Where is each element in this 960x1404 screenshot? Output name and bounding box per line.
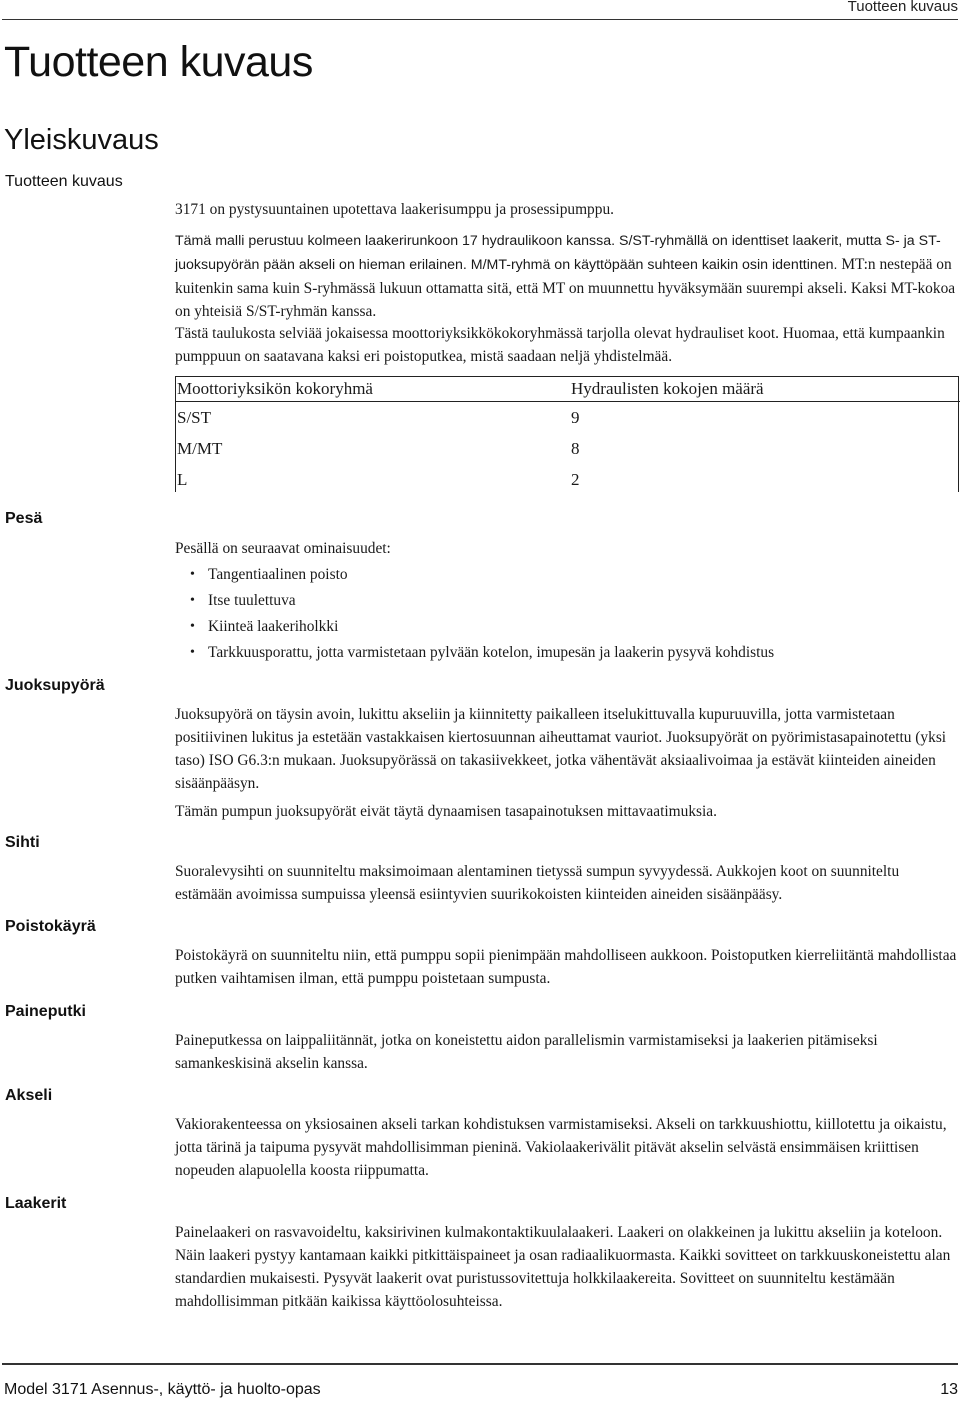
table-row [175, 402, 960, 434]
side-label-product: Tuotteen kuvaus [5, 173, 123, 190]
footer-rule [2, 1363, 958, 1365]
impeller-paragraph-1: Juoksupyörä on täysin avoin, lukittu akseliin ja kiinnitetty paikalleen itselukittuvalla kupuruuvilla, jotta varmistetaan positiivinen lukitus ja estetään vastakkaisen kiertosuunnan aiheuttamat vauriot. Juoksupyörät on pyörimistasapainotettu (yksi taso) ISO G6.3:n mukaan. Juoksupyörässä on takasiivekkeet, jotka vähentävät aksiaalivoimaa ja estävät kiinteiden aineiden sisäänpääsyn. [175, 706, 947, 792]
list-item-text: Tarkkuusporattu, jotta varmistetaan pylvään kotelon, imupesän ja laakerin pysyvä kohdistus [208, 644, 775, 661]
product-paragraph-3: Tästä taulukosta selviää jokaisessa moottoriyksikkökokoryhmässä tarjolla olevat hydrauliset koot. Huomaa, että kumpaankin pumppuun on saatavana kaksi eri poistoputkea, mistä saadaan neljä yhdistelmää. [175, 325, 945, 365]
table-row [175, 433, 960, 464]
casing-intro: Pesällä on seuraavat ominaisuudet: [175, 540, 391, 557]
side-label-discharge-pipe: Paineputki [5, 1003, 86, 1020]
bullet-icon: • [190, 645, 195, 660]
page-title: Tuotteen kuvaus [4, 38, 313, 86]
side-label-casing: Pesä [5, 510, 43, 527]
table-row [175, 464, 960, 495]
side-label-bearings: Laakerit [5, 1195, 67, 1212]
bearings-paragraph: Painelaakeri on rasvavoideltu, kaksirivinen kulmakontaktikuulalaakeri. Laakeri on olakkeinen ja lukittu akseliin ja koteloon. Näin laakeri pystyy kantamaan kaikki pitkittäispaineet ja osan radiaalikuormasta. Kaikki sovitteet on tarkkuuskoneistettu alan standardien mukaisesti. Pysyvät laakerit ovat puristussovitettuja holkkilaakereita. Sovitteet on suunniteltu kestämään mahdollisimman pitkään kaikissa käyttöolosuhteissa. [175, 1224, 951, 1310]
footer-manual-title: Model 3171 Asennus-, käyttö- ja huolto-opas [4, 1381, 321, 1398]
shaft-paragraph: Vakiorakenteessa on yksiosainen akseli tarkan kohdistuksen varmistamiseksi. Akseli on tarkkuushiottu, kiillotettu ja oikaistu, jotta tärinä ja taipuma pysyvät mahdollisimman pieninä. Vakiolaakerivälit pitävät akselin selvästä ensimmäisen kriittisen nopeuden alapuolella koosta riippumatta. [175, 1116, 947, 1179]
side-label-discharge-elbow: Poistokäyrä [5, 918, 96, 935]
size-group-table [175, 377, 960, 495]
list-item [190, 588, 774, 614]
table-cell: L [177, 470, 188, 489]
product-paragraph-1: 3171 on pystysuuntainen upotettava laakerisumppu ja prosessipumppu. [175, 201, 614, 218]
table-header-row [175, 377, 960, 402]
list-item-text: Tangentiaalinen poisto [208, 566, 348, 583]
table-cell: 9 [571, 408, 580, 427]
table-header-cell: Moottoriyksikön kokoryhmä [175, 377, 569, 402]
product-paragraph-2a: Tämä malli perustuu kolmeen laakerirunkoon 17 hydraulikoon kanssa. S/ST-ryhmällä on identtiset laakerit, mutta S- ja ST-juoksupyörän pään akseli on hieman erilainen. M/MT-ryhmä on käyttöpään suhteen kaikin osin identtinen. [175, 233, 941, 273]
table-cell: M/MT [177, 439, 223, 458]
bullet-icon: • [190, 619, 195, 634]
side-label-strainer: Sihti [5, 834, 40, 851]
table-header-cell: Hydraulisten kokojen määrä [569, 377, 960, 402]
table-cell: 8 [571, 439, 580, 458]
product-paragraph-2 [175, 229, 960, 323]
list-item-text: Kiinteä laakeriholkki [208, 618, 339, 635]
list-item-text: Itse tuulettuva [208, 592, 296, 609]
list-item [190, 640, 774, 666]
table-cell: S/ST [177, 408, 212, 427]
bullet-icon: • [190, 567, 195, 582]
bullet-icon: • [190, 593, 195, 608]
side-label-impeller: Juoksupyörä [5, 677, 105, 694]
list-item [190, 562, 774, 588]
running-header: Tuotteen kuvaus [847, 0, 958, 15]
table-cell: 2 [571, 470, 580, 489]
list-item [190, 614, 774, 640]
product-paragraph-2b: MT:n nestepää on kuitenkin sama kuin S-ryhmässä lukuun ottamatta sitä, että MT on muunnettu hyväksymään suurempi akseli. Kaksi MT-kokoa on yhteisiä S/ST-ryhmän kanssa. [175, 256, 956, 320]
section-title: Yleiskuvaus [4, 124, 159, 156]
header-rule [2, 19, 958, 20]
casing-feature-list [190, 562, 774, 666]
strainer-paragraph: Suoralevysihti on suunniteltu maksimoimaan alentaminen tietyssä sumpun syvyydessä. Aukkojen koot on suunniteltu estämään avoimissa sumpuissa yleensä esiintyvien suurikokoisten kiinteiden aineiden sisäänpääsy. [175, 863, 900, 903]
discharge-pipe-paragraph: Paineputkessa on laippaliitännät, jotka on koneistettu aidon parallelismin varmistamiseksi ja laakerien pitämiseksi samankeskisinä akselin kanssa. [175, 1032, 878, 1072]
discharge-elbow-paragraph: Poistokäyrä on suunniteltu niin, että pumppu sopii pienimpään mahdolliseen aukkoon. Poistoputken kierreliitäntä mahdollistaa putken vaihtamisen ilman, että pumppu poistetaan sumpusta. [175, 947, 957, 987]
page-number: 13 [940, 1381, 958, 1398]
impeller-paragraph-2: Tämän pumpun juoksupyörät eivät täytä dynaamisen tasapainotuksen mittavaatimuksia. [175, 803, 717, 820]
side-label-shaft: Akseli [5, 1087, 53, 1104]
